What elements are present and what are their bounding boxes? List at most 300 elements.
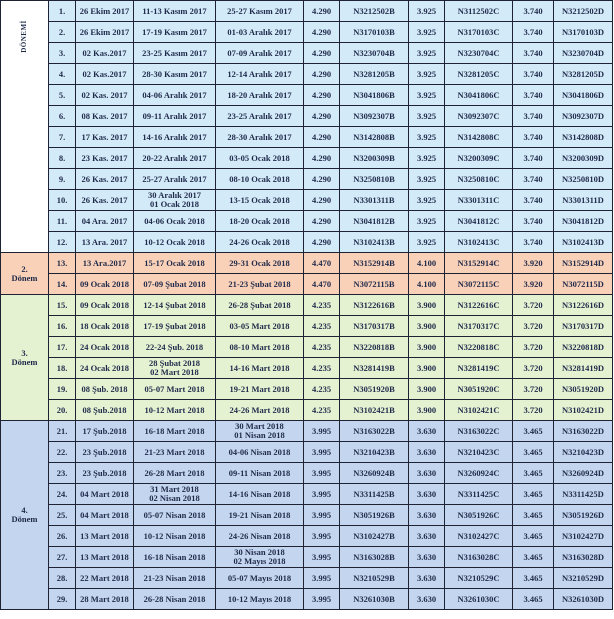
code-d: N3220818D [554,337,613,358]
sale-date: 04 Mart 2018 [76,505,134,526]
first-dates: 26-28 Mart 2018 [134,463,216,484]
table-row [1,253,613,274]
second-dates: 13-15 Ocak 2018 [216,190,304,211]
price-a: 3.995 [304,589,340,610]
price-a: 4.290 [304,1,340,22]
price-c: 3.900 [409,400,445,421]
price-e: 3.720 [513,316,554,337]
price-c: 3.630 [409,526,445,547]
code-b: N3200309B [340,148,409,169]
table-row [1,295,613,316]
price-e: 3.740 [513,22,554,43]
row-number: 5. [49,85,76,106]
sale-date: 13 Mart 2018 [76,526,134,547]
price-a: 3.995 [304,526,340,547]
second-dates: 14-16 Mart 2018 [216,358,304,379]
sale-date: 02 Kas.2017 [76,43,134,64]
price-a: 4.290 [304,211,340,232]
price-c: 3.630 [409,589,445,610]
price-c: 3.900 [409,316,445,337]
cell-line: 01 Nisan 2018 [234,430,285,440]
code-c: N3281205C [445,64,513,85]
code-b: N3163028B [340,547,409,568]
code-b: N3102413B [340,232,409,253]
code-c: N3311425C [445,484,513,505]
price-c: 3.630 [409,442,445,463]
table-row [1,547,613,568]
period-label-line: 3. [21,347,28,358]
code-c: N3281419C [445,358,513,379]
price-c: 3.900 [409,379,445,400]
code-d: N3311425D [554,484,613,505]
price-c: 3.925 [409,85,445,106]
code-b: N3152914B [340,253,409,274]
second-dates: 29-31 Ocak 2018 [216,253,304,274]
table-row [1,169,613,190]
row-number: 4. [49,64,76,85]
price-e: 3.465 [513,421,554,442]
cell-line: 30 Nisan 2018 [234,547,285,557]
code-b: N3210529B [340,568,409,589]
table-row [1,568,613,589]
code-b: N3301311B [340,190,409,211]
price-e: 3.740 [513,169,554,190]
row-number: 18. [49,358,76,379]
code-d: N3092307D [554,106,613,127]
price-a: 4.235 [304,295,340,316]
code-c: N3210423C [445,442,513,463]
price-a: 4.235 [304,379,340,400]
first-dates: 14-16 Aralık 2017 [134,127,216,148]
table-row [1,589,613,610]
code-b: N3281205B [340,64,409,85]
sale-date: 09 Ocak 2018 [76,274,134,295]
price-c: 3.925 [409,106,445,127]
sale-date: 23 Şub.2018 [76,442,134,463]
price-c: 3.630 [409,547,445,568]
price-c: 3.925 [409,1,445,22]
first-dates: 15-17 Ocak 2018 [134,253,216,274]
sale-date: 08 Şub. 2018 [76,379,134,400]
row-number: 9. [49,169,76,190]
sale-date: 17 Şub.2018 [76,421,134,442]
code-b: N3230704B [340,43,409,64]
sale-date: 13 Ara. 2017 [76,232,134,253]
table-row [1,316,613,337]
code-d: N3142808D [554,127,613,148]
price-c: 3.900 [409,337,445,358]
row-number: 27. [49,547,76,568]
first-dates [134,358,216,379]
price-e: 3.465 [513,589,554,610]
price-e: 3.920 [513,274,554,295]
row-number: 16. [49,316,76,337]
period-label [1,253,49,295]
code-c: N3112502C [445,1,513,22]
code-b: N3041812B [340,211,409,232]
price-e: 3.720 [513,358,554,379]
code-d: N3152914D [554,253,613,274]
table-row [1,379,613,400]
second-dates: 24-26 Ocak 2018 [216,232,304,253]
price-a: 4.290 [304,22,340,43]
table-row [1,43,613,64]
code-c: N3041806C [445,85,513,106]
price-e: 3.740 [513,211,554,232]
table-row [1,463,613,484]
cell-line: 01 Ocak 2018 [149,199,200,209]
second-dates: 25-27 Kasım 2017 [216,1,304,22]
row-number: 23. [49,463,76,484]
row-number: 12. [49,232,76,253]
code-b: N3102427B [340,526,409,547]
first-dates: 16-18 Mart 2018 [134,421,216,442]
second-dates: 12-14 Aralık 2017 [216,64,304,85]
row-number: 1. [49,1,76,22]
price-c: 4.100 [409,253,445,274]
sale-date: 02 Kas.2017 [76,64,134,85]
price-c: 3.925 [409,22,445,43]
code-c: N3163028C [445,547,513,568]
price-c: 3.630 [409,568,445,589]
row-number: 17. [49,337,76,358]
code-d: N3281419D [554,358,613,379]
first-dates: 26-28 Nisan 2018 [134,589,216,610]
code-c: N3200309C [445,148,513,169]
code-c: N3301311C [445,190,513,211]
second-dates: 24-26 Mart 2018 [216,400,304,421]
table-row [1,22,613,43]
price-e: 3.740 [513,232,554,253]
price-e: 3.740 [513,106,554,127]
cell-line: 02 Mayıs 2018 [233,556,286,566]
first-dates: 25-27 Aralık 2017 [134,169,216,190]
price-a: 3.995 [304,505,340,526]
code-b: N3212502B [340,1,409,22]
table-row [1,127,613,148]
price-a: 3.995 [304,421,340,442]
sale-date: 23 Kas. 2017 [76,148,134,169]
code-c: N3051920C [445,379,513,400]
sale-date: 18 Ocak 2018 [76,316,134,337]
row-number: 13. [49,253,76,274]
first-dates: 10-12 Nisan 2018 [134,526,216,547]
sale-date: 02 Kas. 2017 [76,85,134,106]
code-d: N3170317D [554,316,613,337]
price-a: 4.235 [304,358,340,379]
price-c: 3.900 [409,358,445,379]
period-label-line: 2. [21,263,28,274]
second-dates: 19-21 Mart 2018 [216,379,304,400]
second-dates [216,421,304,442]
period-label-vertical: DÖNEMİ [20,20,28,53]
second-dates: 14-16 Nisan 2018 [216,484,304,505]
cell-line: 30 Aralık 2017 [148,190,201,200]
price-e: 3.465 [513,526,554,547]
price-a: 4.290 [304,190,340,211]
price-e: 3.720 [513,295,554,316]
table-row [1,421,613,442]
code-b: N3163022B [340,421,409,442]
code-b: N3122616B [340,295,409,316]
row-number: 26. [49,526,76,547]
second-dates: 03-05 Ocak 2018 [216,148,304,169]
first-dates [134,190,216,211]
second-dates: 07-09 Aralık 2017 [216,43,304,64]
code-b: N3170103B [340,22,409,43]
first-dates: 10-12 Mart 2018 [134,400,216,421]
row-number: 2. [49,22,76,43]
code-c: N3230704C [445,43,513,64]
price-a: 3.995 [304,442,340,463]
period-label [1,1,49,253]
code-b: N3142808B [340,127,409,148]
period-label-line: Dönem [11,356,38,367]
price-c: 3.925 [409,148,445,169]
table-row [1,232,613,253]
row-number: 11. [49,211,76,232]
code-c: N3051926C [445,505,513,526]
sale-date: 13 Ara.2017 [76,253,134,274]
first-dates: 04-06 Aralık 2017 [134,85,216,106]
price-c: 4.100 [409,274,445,295]
price-a: 4.290 [304,85,340,106]
price-c: 3.925 [409,169,445,190]
first-dates: 10-12 Ocak 2018 [134,232,216,253]
first-dates: 05-07 Mart 2018 [134,379,216,400]
table-row [1,85,613,106]
period-label-line: Dönem [11,514,38,524]
table-row [1,274,613,295]
code-d: N3051920D [554,379,613,400]
price-a: 4.235 [304,400,340,421]
price-a: 4.290 [304,232,340,253]
second-dates: 23-25 Aralık 2017 [216,106,304,127]
code-c: N3142808C [445,127,513,148]
price-e: 3.740 [513,64,554,85]
sale-date: 04 Ara. 2017 [76,211,134,232]
code-d: N3260924D [554,463,613,484]
table-row [1,148,613,169]
table-row [1,106,613,127]
sale-date: 22 Mart 2018 [76,568,134,589]
code-b: N3041806B [340,85,409,106]
price-e: 3.720 [513,337,554,358]
code-b: N3250810B [340,169,409,190]
sale-date: 17 Kas. 2017 [76,127,134,148]
sale-date: 26 Kas. 2017 [76,169,134,190]
code-b: N3072115B [340,274,409,295]
first-dates: 23-25 Kasım 2017 [134,43,216,64]
table-row [1,526,613,547]
code-d: N3163022D [554,421,613,442]
period-label [1,295,49,421]
code-d: N3072115D [554,274,613,295]
second-dates: 18-20 Ocak 2018 [216,211,304,232]
second-dates: 26-28 Şubat 2018 [216,295,304,316]
code-c: N3260924C [445,463,513,484]
price-a: 4.290 [304,148,340,169]
first-dates: 21-23 Nisan 2018 [134,568,216,589]
code-b: N3051920B [340,379,409,400]
code-c: N3041812C [445,211,513,232]
code-d: N3170103D [554,22,613,43]
code-c: N3102427C [445,526,513,547]
price-c: 3.630 [409,463,445,484]
row-number: 29. [49,589,76,610]
code-d: N3301311D [554,190,613,211]
price-e: 3.740 [513,190,554,211]
price-c: 3.925 [409,64,445,85]
sale-date: 13 Mart 2018 [76,547,134,568]
code-d: N3261030D [554,589,613,610]
price-e: 3.740 [513,43,554,64]
code-c: N3102413C [445,232,513,253]
second-dates: 10-12 Mayıs 2018 [216,589,304,610]
price-e: 3.465 [513,442,554,463]
price-a: 3.995 [304,547,340,568]
code-d: N3102427D [554,526,613,547]
second-dates: 08-10 Mart 2018 [216,337,304,358]
price-e: 3.740 [513,148,554,169]
second-dates: 04-06 Nisan 2018 [216,442,304,463]
price-e: 3.465 [513,568,554,589]
first-dates: 09-11 Aralık 2017 [134,106,216,127]
first-dates: 20-22 Aralık 2017 [134,148,216,169]
table-row [1,64,613,85]
code-d: N3041812D [554,211,613,232]
code-d: N3210423D [554,442,613,463]
second-dates [216,547,304,568]
row-number: 22. [49,442,76,463]
cell-line: 31 Mart 2018 [150,484,199,494]
second-dates: 03-05 Mart 2018 [216,316,304,337]
sale-date: 24 Ocak 2018 [76,337,134,358]
code-b: N3210423B [340,442,409,463]
first-dates: 11-13 Kasım 2017 [134,1,216,22]
price-c: 3.925 [409,127,445,148]
price-c: 3.630 [409,484,445,505]
table-row [1,484,613,505]
code-c: N3072115C [445,274,513,295]
first-dates: 17-19 Şubat 2018 [134,316,216,337]
price-c: 3.925 [409,190,445,211]
row-number: 7. [49,127,76,148]
code-b: N3220818B [340,337,409,358]
price-e: 3.465 [513,547,554,568]
price-a: 4.470 [304,253,340,274]
second-dates: 18-20 Aralık 2017 [216,85,304,106]
row-number: 8. [49,148,76,169]
cell-line: 28 Şubat 2018 [148,358,200,368]
price-a: 3.995 [304,463,340,484]
price-e: 3.720 [513,400,554,421]
second-dates: 28-30 Aralık 2017 [216,127,304,148]
table-row [1,211,613,232]
table-row [1,190,613,211]
second-dates: 09-11 Nisan 2018 [216,463,304,484]
code-c: N3102421C [445,400,513,421]
first-dates: 07-09 Şubat 2018 [134,274,216,295]
code-d: N3212502D [554,1,613,22]
code-b: N3261030B [340,589,409,610]
price-c: 3.630 [409,505,445,526]
price-e: 3.465 [513,505,554,526]
price-a: 3.995 [304,484,340,505]
code-b: N3170317B [340,316,409,337]
cell-line: 30 Mart 2018 [235,421,284,431]
code-d: N3041806D [554,85,613,106]
code-c: N3122616C [445,295,513,316]
first-dates: 28-30 Kasım 2017 [134,64,216,85]
second-dates: 01-03 Aralık 2017 [216,22,304,43]
second-dates: 19-21 Nisan 2018 [216,505,304,526]
price-e: 3.465 [513,484,554,505]
first-dates [134,484,216,505]
price-e: 3.920 [513,253,554,274]
price-a: 3.995 [304,568,340,589]
row-number: 25. [49,505,76,526]
sale-date: 26 Kas. 2017 [76,190,134,211]
price-a: 4.290 [304,127,340,148]
row-number: 15. [49,295,76,316]
table-row [1,1,613,22]
code-c: N3092307C [445,106,513,127]
row-number: 19. [49,379,76,400]
first-dates: 05-07 Nisan 2018 [134,505,216,526]
period-label-line: Dönem [11,272,38,283]
second-dates: 08-10 Ocak 2018 [216,169,304,190]
code-c: N3170317C [445,316,513,337]
row-number: 28. [49,568,76,589]
table-row [1,400,613,421]
code-b: N3260924B [340,463,409,484]
first-dates: 04-06 Ocak 2018 [134,211,216,232]
period-label [1,421,49,610]
row-number: 10. [49,190,76,211]
code-c: N3163022C [445,421,513,442]
period-label-line: 4. [21,505,28,515]
code-d: N3200309D [554,148,613,169]
table-row [1,358,613,379]
code-b: N3092307B [340,106,409,127]
row-number: 24. [49,484,76,505]
price-e: 3.465 [513,463,554,484]
row-number: 14. [49,274,76,295]
code-d: N3163028D [554,547,613,568]
code-c: N3170103C [445,22,513,43]
cell-line: 02 Nisan 2018 [149,493,200,503]
price-a: 4.235 [304,316,340,337]
code-c: N3152914C [445,253,513,274]
price-c: 3.900 [409,295,445,316]
code-d: N3230704D [554,43,613,64]
sale-date: 09 Ocak 2018 [76,295,134,316]
row-number: 21. [49,421,76,442]
first-dates: 22-24 Şub. 2018 [134,337,216,358]
price-a: 4.290 [304,64,340,85]
first-dates: 16-18 Nisan 2018 [134,547,216,568]
code-d: N3210529D [554,568,613,589]
price-c: 3.630 [409,421,445,442]
sale-date: 04 Mart 2018 [76,484,134,505]
code-b: N3051926B [340,505,409,526]
code-c: N3250810C [445,169,513,190]
code-c: N3220818C [445,337,513,358]
price-c: 3.925 [409,211,445,232]
price-a: 4.290 [304,169,340,190]
code-d: N3281205D [554,64,613,85]
